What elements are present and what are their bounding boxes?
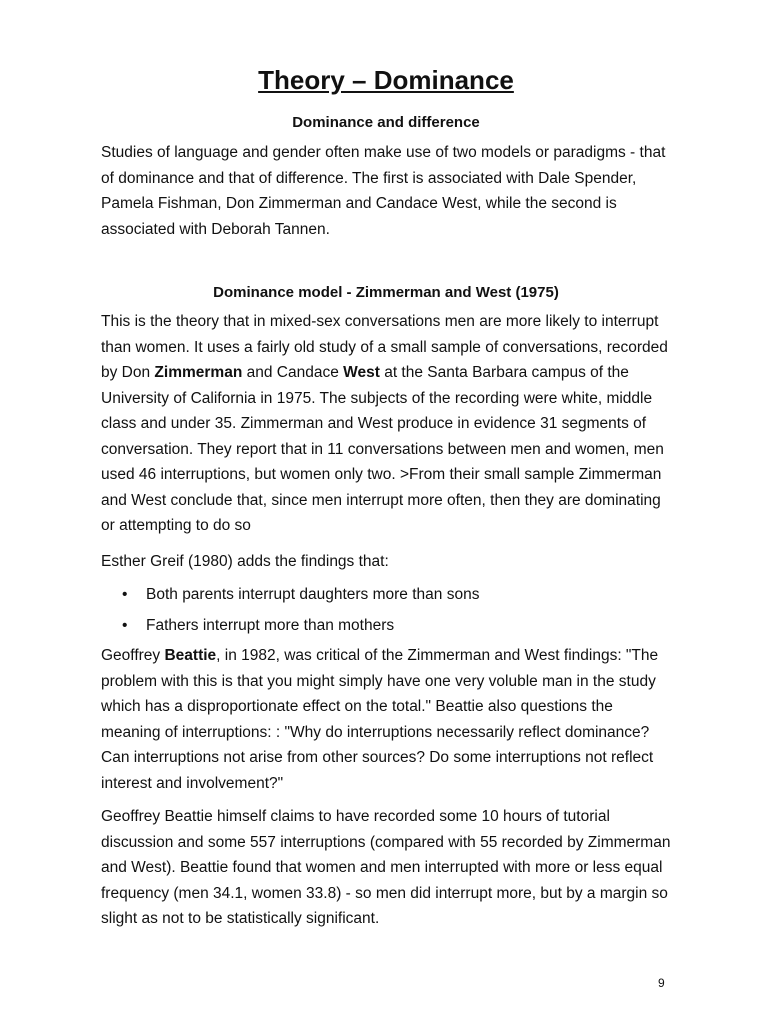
text-run: This is the theory that in mixed-sex conversations men are more likely to interrupt than women. It uses a fairly old study of a small sample of conversations, recorded by Don: [101, 313, 668, 381]
paragraph-dominance-model: [101, 309, 671, 539]
text-run: Geoffrey: [101, 647, 165, 664]
section-heading-dominance-difference: Dominance and difference: [292, 114, 480, 131]
paragraph-dominance-difference: Studies of language and gender often make use of two models or paradigms - that of dominance and that of difference. The first is associated with Dale Spender, Pamela Fishman, Don Zimmerman and Candace West, while the second is associated with Deborah Tannen.: [101, 144, 666, 238]
list-item: • Both parents interrupt daughters more than sons: [101, 582, 671, 608]
paragraph-beattie-critique: [101, 643, 671, 796]
findings-list: [101, 582, 671, 638]
paragraph-beattie-findings: Geoffrey Beattie himself claims to have recorded some 10 hours of tutorial discussion and some 557 interruptions (compared with 55 recorded by Zimmerman and West). Beattie found that women and men interrupted with more or less equal frequency (men 34.1, women 33.8) - so men did interrupt more, but by a margin so slight as not to be statistically significant.: [101, 808, 671, 927]
paragraph-greif: Esther Greif (1980) adds the findings that:: [101, 552, 389, 570]
document-page: [101, 62, 671, 932]
bold-name-zimmerman: Zimmerman: [154, 364, 243, 381]
bold-name-beattie: Beattie: [164, 647, 217, 664]
text-run: at the Santa Barbara campus of the University of California in 1975. The subjects of the recording were white, middle class and under 35. Zimmerman and West produce in evidence 31 segments of conversation. They report that in 11 conversations between men and women, men used 46 interruptions, but women only two. >From their small sample Zimmerman and West conclude that, since men interrupt more often, then they are dominating or attempting to do so: [101, 364, 664, 534]
text-run: and Candace: [242, 364, 344, 381]
list-item: • Fathers interrupt more than mothers: [101, 613, 671, 639]
bold-name-west: West: [343, 364, 380, 381]
text-run: , in 1982, was critical of the Zimmerman and West findings: "The problem with this is that you might simply have one very voluble man in the study which has a disproportionate effect on the total." Beattie also questions the meaning of interruptions: : "Why do interruptions necessarily reflect dominance? Can interruptions not arise from other sources? Do some interruptions not reflect interest and involvement?": [101, 647, 659, 792]
section-heading-dominance-model: Dominance model - Zimmerman and West (1975): [213, 284, 559, 301]
page-title: Theory – Dominance: [258, 65, 514, 95]
page-number: 9: [658, 976, 665, 990]
